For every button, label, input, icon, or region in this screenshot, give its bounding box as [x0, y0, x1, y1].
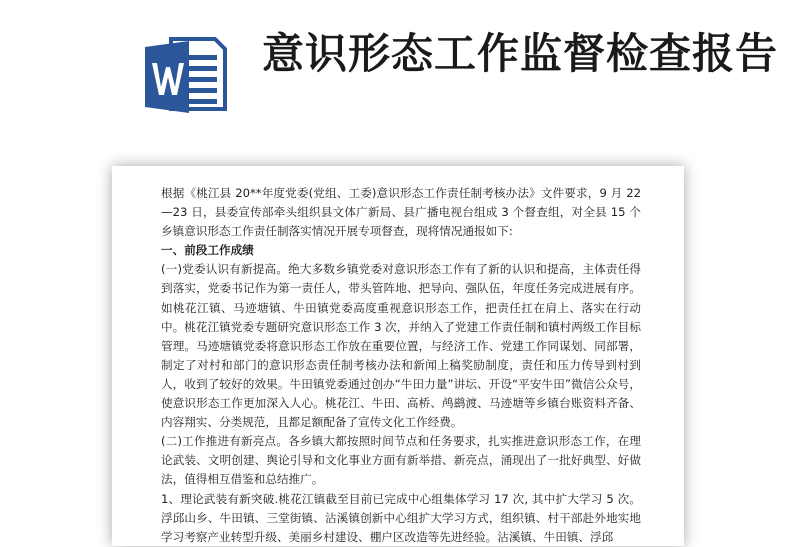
word-doc-icon — [143, 33, 231, 119]
document-body — [161, 184, 641, 547]
doc-paragraph: (二)工作推进有新亮点。各乡镇大都按照时间节点和任务要求，扎实推进意识形态工作，在理论武装、文明创建、舆论引导和文化事业方面有新举措、新亮点，涌现出了一批好典型、好做法，值得相互借鉴和总结推广。 — [161, 434, 641, 487]
doc-heading-section-1: 一、前段工作成绩 — [161, 243, 254, 258]
doc-paragraph-intro: 根据《桃江县 20**年度党委(党组、工委)意识形态工作责任制考核办法》文件要求，9 月 22—23 日，县委宣传部牵头组织县文体广新局、县广播电视台组成 3 个督查组，对全县 15 个乡镇意识形态工作责任制落实情况开展专项督查，现将情况通报如下: — [161, 186, 641, 239]
document-header — [0, 0, 800, 160]
doc-paragraph: (一)党委认识有新提高。绝大多数乡镇党委对意识形态工作有了新的认识和提高，主体责任得到落实，党委书记作为第一责任人，带头管阵地、把导向、强队伍，年度任务完成进展有序。如桃花江镇、马迹塘镇、牛田镇党委高度重视意识形态工作，把责任扛在肩上、落实在行动中。桃花江镇党委专题研究意识形态工作 3 次，并纳入了党建工作责任制和镇村两级工作目标管理。马迹塘镇党委将意识形态工作放在重要位置，与经济工作、党建工作同谋划、同部署，制定了对村和部门的意识形态责任制考核办法和新闻上稿奖励制度，责任和压力传导到村到人，收到了较好的效果。牛田镇党委通过创办“牛田力量”讲坛、开设“平安牛田”微信公众号，使意识形态工作更加深入人心。桃花江、牛田、高桥、鸬鹚渡、马迹塘等乡镇台账资料齐备、内容翔实、分类规范，且都足额配备了宣传文化工作经费。 — [161, 262, 641, 430]
doc-paragraph: 1、理论武装有新突破.桃花江镇截至目前已完成中心组集体学习 17 次, 其中扩大学习 5 次。浮邱山乡、牛田镇、三堂街镇、沾溪镇创新中心组扩大学习方式，组织镇、村干部赴外地实地学习考察产业转型升级、美丽乡村建设、棚户区改造等先进经验。沾溪镇、牛田镇、浮邱 — [161, 491, 641, 544]
page-title: 意识形态工作监督检查报告 — [262, 29, 779, 78]
